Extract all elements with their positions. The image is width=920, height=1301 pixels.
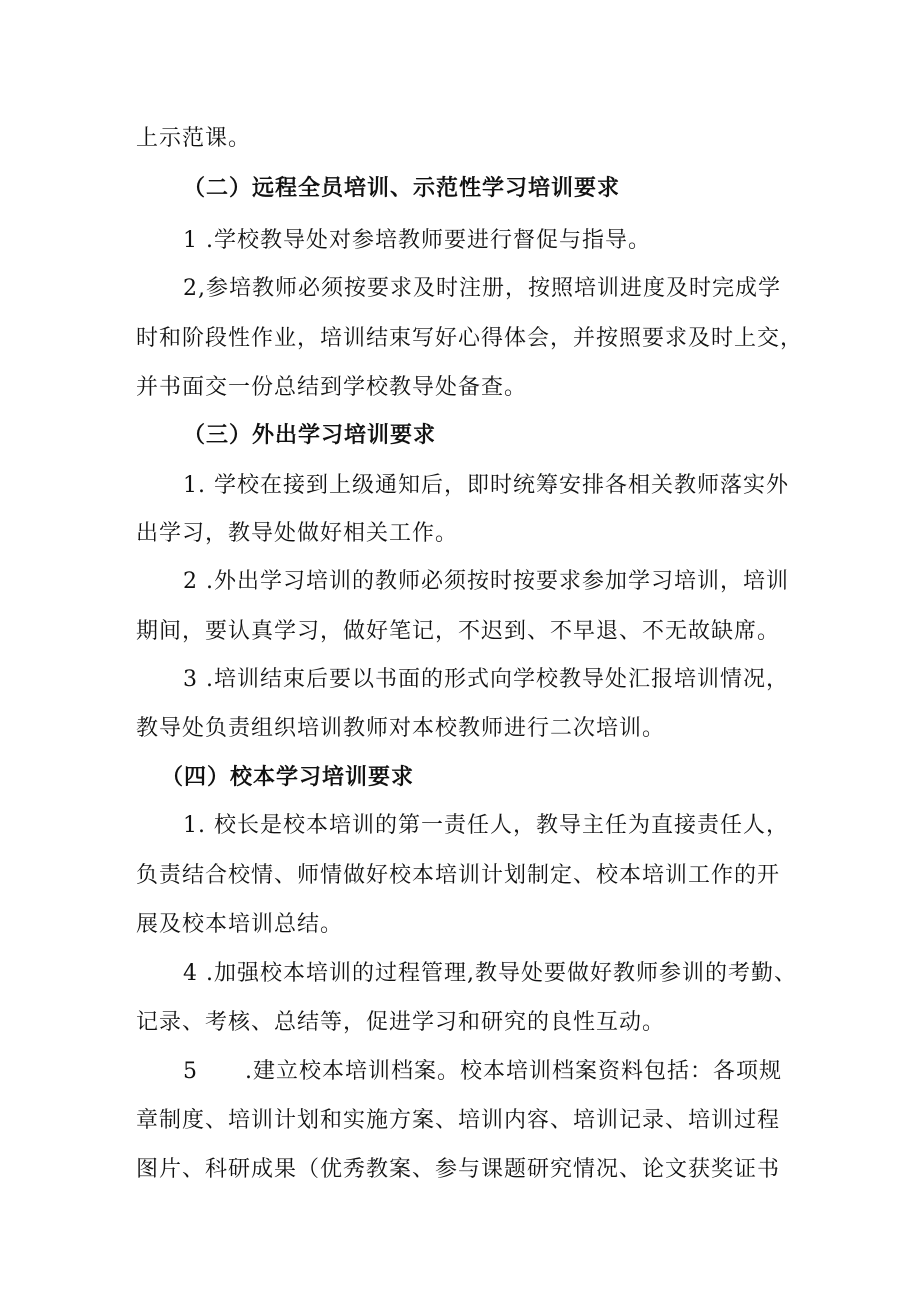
section-3-item-2-line-1: 2 .外出学习培训的教师必须按时按要求参加学习培训，培训: [183, 569, 789, 594]
section-4-item-5-line-2: 章制度、培训计划和实施方案、培训内容、培训记录、培训过程: [136, 1108, 781, 1133]
section-4-item-4-line-1: 4 .加强校本培训的过程管理,教导处要做好教师参训的考勤、: [183, 961, 797, 986]
section-4-item-5-number: 5: [183, 1059, 198, 1084]
section-3-item-1-line-1: 1. 学校在接到上级通知后，即时统筹安排各相关教师落实外: [183, 473, 789, 498]
section-4-item-1-line-3: 展及校本培训总结。: [136, 912, 344, 937]
section-2-item-1: 1 .学校教导处对参培教师要进行督促与指导。: [183, 228, 651, 253]
section-3-item-3-line-1: 3 .培训结束后要以书面的形式向学校教导处汇报培训情况，: [183, 667, 789, 692]
section-2-item-2-line-2: 时和阶段性作业，培训结束写好心得体会，并按照要求及时上交，: [136, 326, 804, 351]
section-4-item-1-line-1: 1. 校长是校本培训的第一责任人，教导主任为直接责任人，: [183, 813, 789, 838]
section-3-item-1-line-2: 出学习，教导处做好相关工作。: [136, 521, 459, 546]
section-2-item-2-line-1: 2,参培教师必须按要求及时注册，按照培训进度及时完成学: [183, 276, 781, 301]
section-3-heading: （三）外出学习培训要求: [183, 423, 437, 448]
section-3-item-2-line-2: 期间，要认真学习，做好笔记，不迟到、不早退、不无故缺席。: [136, 619, 781, 644]
section-4-item-4-line-2: 记录、考核、总结等，促进学习和研究的良性互动。: [136, 1010, 666, 1035]
section-4-heading: （四）校本学习培训要求: [161, 765, 415, 790]
section-4-item-5-line-3: 图片、科研成果（优秀教案、参与课题研究情况、论文获奖证书: [136, 1157, 781, 1182]
section-4-item-1-line-2: 负责结合校情、师情做好校本培训计划制定、校本培训工作的开: [136, 863, 781, 888]
section-2-heading: （二）远程全员培训、示范性学习培训要求: [183, 176, 621, 201]
section-4-item-5-line-1: .建立校本培训档案。校本培训档案资料包括：各项规: [245, 1059, 782, 1084]
section-2-item-2-line-3: 并书面交一份总结到学校教导处备查。: [136, 375, 528, 400]
opening-line: 上示范课。: [136, 126, 252, 151]
section-3-item-3-line-2: 教导处负责组织培训教师对本校教师进行二次培训。: [136, 716, 666, 741]
